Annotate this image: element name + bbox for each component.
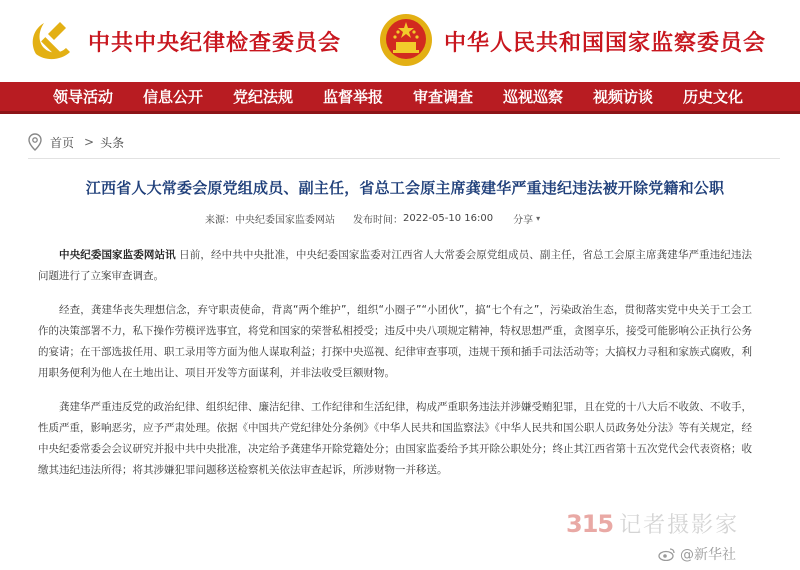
breadcrumb-home-link[interactable]: 首页 — [50, 135, 75, 150]
weibo-watermark — [658, 544, 736, 564]
state-supervisory-commission-title: 中华人民共和国国家监察委员会 — [444, 30, 767, 56]
chevron-down-icon: ▾ — [536, 214, 541, 223]
watermark-logo-text: 记者摄影家 — [619, 513, 740, 538]
divider — [28, 158, 780, 159]
nav-item-regulations[interactable]: 党纪法规 — [232, 88, 293, 106]
location-pin-icon — [28, 133, 42, 151]
article-body — [38, 245, 752, 494]
nav-item-report[interactable]: 监督举报 — [322, 88, 383, 106]
published-label: 发布时间： — [353, 215, 403, 226]
lead-source: 中央纪委国家监委网站讯 — [59, 249, 176, 261]
watermark-logo-number: 315 — [566, 510, 614, 538]
national-emblem-icon — [378, 12, 434, 68]
cpc-discipline-commission-title: 中共中央纪律检查委员会 — [88, 30, 342, 56]
nav-item-leadership[interactable]: 领导活动 — [52, 88, 113, 106]
party-emblem-icon — [26, 14, 78, 66]
share-label: 分享 — [513, 215, 534, 226]
article-title: 江西省人大常委会原党组成员、副主任，省总工会原主席龚建华严重违纪违法被开除党籍和公职 — [85, 179, 725, 197]
paragraph-text: 日前，经中共中央批准，中央纪委国家监委对江西省人大常委会原党组成员、副主任，省总工会原主席龚建华严重违纪违法问题进行了立案审查调查。 — [38, 249, 753, 282]
breadcrumb-current-link[interactable]: 头条 — [100, 135, 125, 150]
source-value: 中央纪委国家监委网站 — [235, 215, 335, 226]
weibo-icon — [658, 547, 676, 561]
nav-item-investigation[interactable]: 审查调查 — [412, 88, 473, 106]
photographer-watermark — [566, 508, 739, 539]
nav-item-inspection[interactable]: 巡视巡察 — [502, 88, 563, 106]
nav-item-history[interactable]: 历史文化 — [682, 88, 743, 106]
breadcrumb-separator: > — [84, 135, 95, 149]
article-meta — [205, 211, 540, 226]
paragraph: 经查，龚建华丧失理想信念，弃守职责使命，背离“两个维护”，组织“小圈子”“小团伙”，搞“七个有之”，污染政治生态，贯彻落实党中央关于工会工作的决策部署不力，私下操作劳模评选事宜，将党和国家的荣誉私相授受；违反中央八项规定精神，特权思想严重，贪图享乐，接受可能影响公正执行公务的宴请；在干部选拔任用、职工录用等方面为他人谋取利益；打探中央巡视、纪律审查事项，违规干预和插手司法活动等；大搞权力寻租和家族式腐败，利用职务便利为他人在土地出让、项目开发等方面谋利，并非法收受巨额财物。 — [38, 304, 752, 379]
share-button[interactable] — [513, 211, 540, 226]
main-nav — [0, 82, 800, 114]
nav-item-video[interactable]: 视频访谈 — [592, 88, 653, 106]
paragraph: 龚建华严重违反党的政治纪律、组织纪律、廉洁纪律、工作纪律和生活纪律，构成严重职务违法并涉嫌受贿犯罪，且在党的十八大后不收敛、不收手，性质严重，影响恶劣，应予严肃处理。依据《中国共产党纪律处分条例》《中华人民共和国监察法》《中华人民共和国公职人员政务处分法》等有关规定，经中央纪委常委会会议研究并报中共中央批准，决定给予龚建华开除党籍处分；由国家监委给予其开除公职处分；终止其江西省第十五次党代会代表资格；收缴其违纪违法所得；将其涉嫌犯罪问题移送检察机关依法审查起诉，所涉财物一并移送。 — [38, 401, 752, 476]
nav-item-disclosure[interactable]: 信息公开 — [142, 88, 203, 106]
source-label: 来源： — [205, 215, 235, 226]
paragraph — [38, 245, 752, 287]
published-value: 2022-05-10 16:00 — [403, 213, 494, 224]
site-header — [0, 0, 800, 82]
weibo-handle: @新华社 — [680, 547, 736, 563]
breadcrumb — [28, 133, 124, 151]
